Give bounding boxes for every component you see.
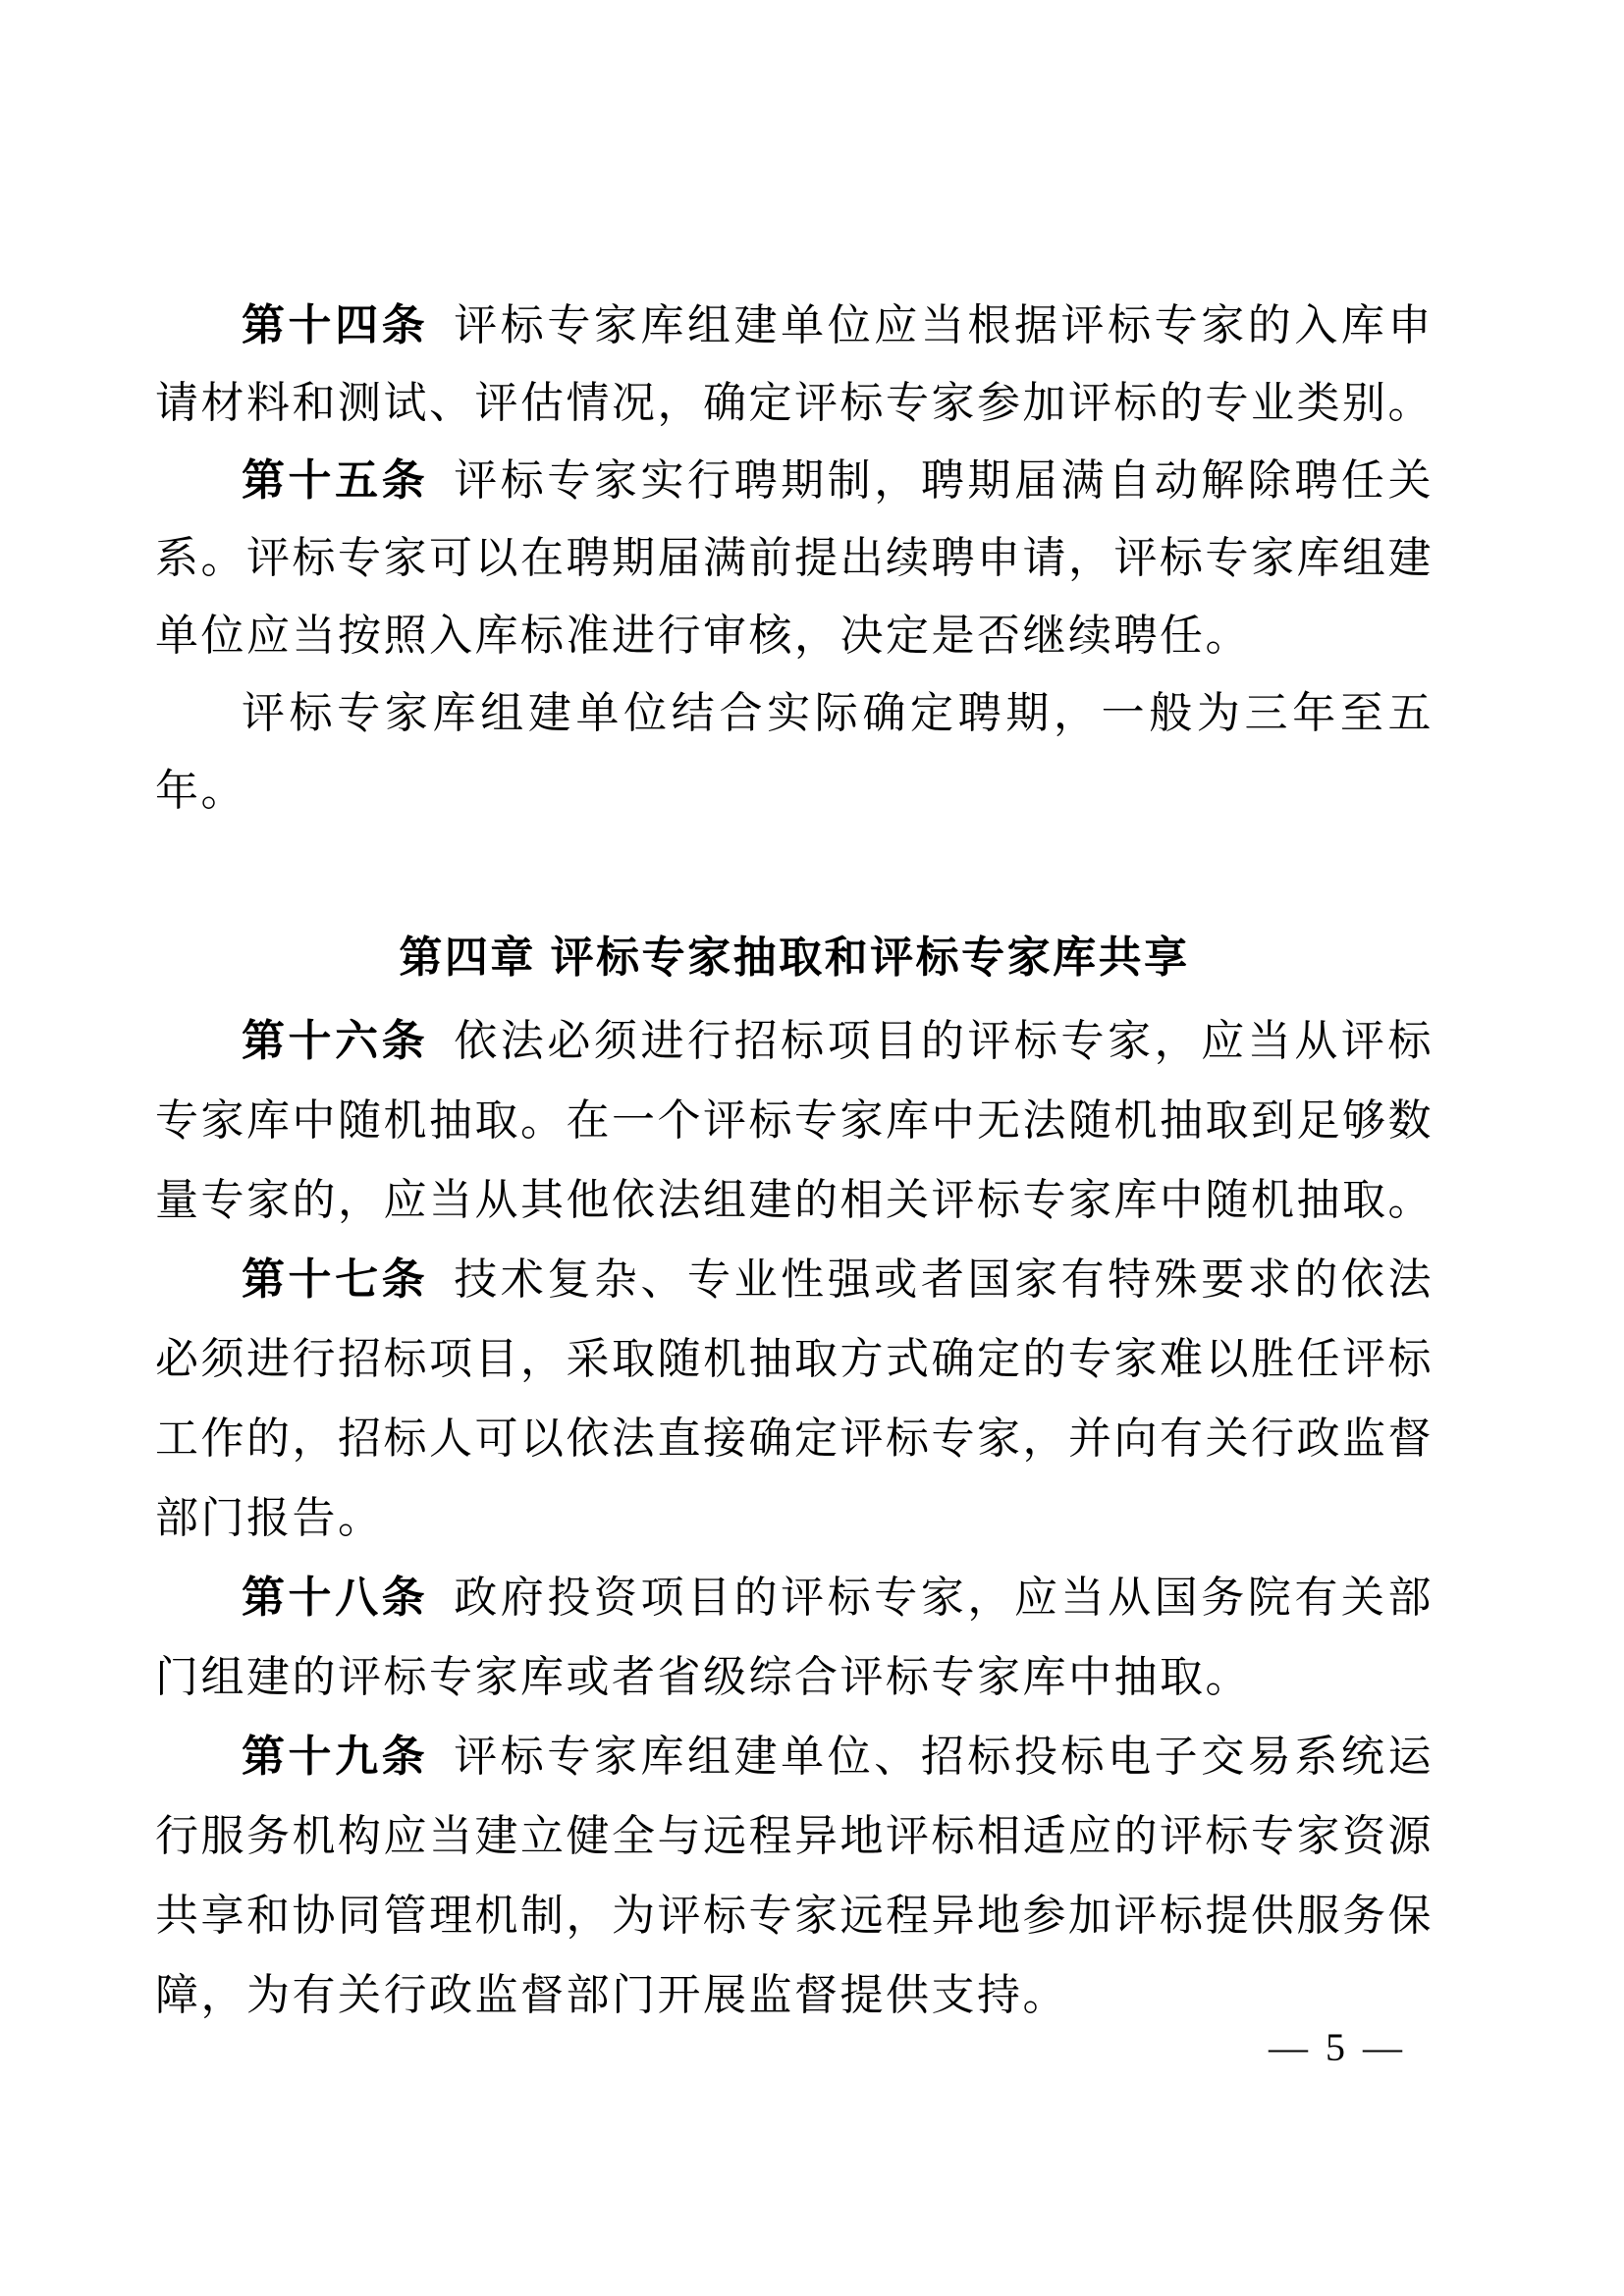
article-18-number: 第十八条 [242, 1574, 429, 1622]
section-after-heading [155, 1001, 1434, 2035]
article-14-text: 评标专家库组建单位应当根据评标专家的入库申请材料和测试、评估情况，确定评标专家参加评标的专业类别。 [155, 301, 1434, 427]
section-before-heading [155, 287, 1434, 829]
article-14-number: 第十四条 [242, 301, 429, 349]
paragraph-article-15-continuation [155, 674, 1434, 829]
paragraph-article-16 [155, 1001, 1434, 1240]
article-17-number: 第十七条 [242, 1255, 429, 1304]
article-15-continuation-text: 评标专家库组建单位结合实际确定聘期，一般为三年至五年。 [155, 689, 1434, 815]
paragraph-article-18 [155, 1558, 1434, 1717]
article-15-text: 评标专家实行聘期制，聘期届满自动解除聘任关系。评标专家可以在聘期届满前提出续聘申请，评标专家库组建单位应当按照入库标准进行审核，决定是否继续聘任。 [155, 456, 1434, 660]
document-content [155, 287, 1434, 2035]
article-15-number: 第十五条 [242, 456, 429, 505]
article-16-text: 依法必须进行招标项目的评标专家，应当从评标专家库中随机抽取。在一个评标专家库中无法随机抽取到足够数量专家的，应当从其他依法组建的相关评标专家库中随机抽取。 [155, 1017, 1434, 1224]
paragraph-article-17 [155, 1240, 1434, 1558]
article-19-number: 第十九条 [242, 1733, 429, 1781]
page-number: — 5 — [1269, 2025, 1406, 2069]
paragraph-article-14 [155, 287, 1434, 442]
article-19-text: 评标专家库组建单位、招标投标电子交易系统运行服务机构应当建立健全与远程异地评标相适应的评标专家资源共享和协同管理机制，为评标专家远程异地参加评标提供服务保障，为有关行政监督部门开展监督提供支持。 [155, 1733, 1434, 2019]
paragraph-article-19 [155, 1717, 1434, 2035]
paragraph-article-15 [155, 442, 1434, 674]
chapter-heading: 第四章 评标专家抽取和评标专家库共享 [399, 934, 1190, 982]
article-16-number: 第十六条 [242, 1017, 429, 1065]
article-17-text: 技术复杂、专业性强或者国家有特殊要求的依法必须进行招标项目，采取随机抽取方式确定的专家难以胜任评标工作的，招标人可以依法直接确定评标专家，并向有关行政监督部门报告。 [155, 1255, 1434, 1542]
article-18-text: 政府投资项目的评标专家，应当从国务院有关部门组建的评标专家库或者省级综合评标专家库中抽取。 [155, 1574, 1434, 1701]
